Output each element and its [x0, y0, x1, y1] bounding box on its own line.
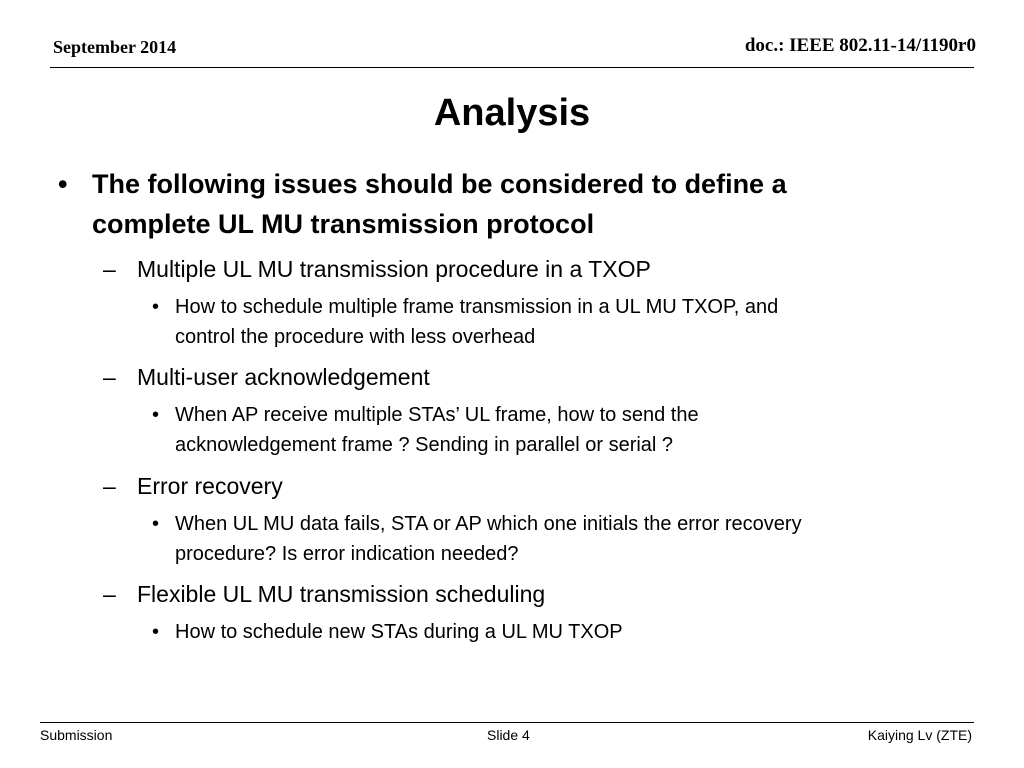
detail-line: When AP receive multiple STAs’ UL frame, how to send the — [175, 404, 699, 426]
footer-divider — [40, 722, 974, 723]
detail-bullet-marker: • — [152, 513, 160, 535]
sub-bullet-marker: – — [103, 256, 116, 282]
header-date: September 2014 — [53, 37, 177, 57]
header-divider — [50, 67, 974, 68]
sub-item-multiple-ul-mu: Multiple UL MU transmission procedure in a TXOP — [137, 256, 651, 282]
detail-line: How to schedule multiple frame transmission in a UL MU TXOP, and — [175, 296, 779, 318]
footer-submission: Submission — [40, 727, 113, 743]
detail-bullet-marker: • — [152, 621, 160, 643]
footer-author: Kaiying Lv (ZTE) — [867, 727, 972, 743]
main-bullet-line-1: The following issues should be considered to define a — [92, 169, 787, 199]
detail-bullet-marker: • — [152, 404, 160, 426]
slide-title: Analysis — [433, 92, 591, 134]
sub-bullet-marker: – — [103, 581, 116, 607]
detail-line: procedure? Is error indication needed? — [175, 543, 519, 565]
detail-bullet-marker: • — [152, 296, 160, 318]
detail-line: control the procedure with less overhead — [175, 326, 536, 348]
sub-bullet-marker: – — [103, 473, 116, 499]
header-doc-id: doc.: IEEE 802.11-14/1190r0 — [744, 35, 976, 56]
detail-line: acknowledgement frame ? Sending in parallel or serial ? — [175, 434, 674, 456]
detail-line: When UL MU data fails, STA or AP which one initials the error recovery — [175, 513, 802, 535]
main-bullet-marker: • — [58, 169, 68, 199]
footer-slide-number: Slide 4 — [487, 727, 530, 743]
sub-item-multi-user-ack: Multi-user acknowledgement — [137, 364, 430, 390]
sub-item-error-recovery: Error recovery — [137, 473, 283, 499]
sub-bullet-marker: – — [103, 364, 116, 390]
detail-line: How to schedule new STAs during a UL MU TXOP — [175, 621, 623, 643]
sub-item-flexible-scheduling: Flexible UL MU transmission scheduling — [137, 581, 546, 607]
main-bullet-line-2: complete UL MU transmission protocol — [92, 209, 595, 239]
